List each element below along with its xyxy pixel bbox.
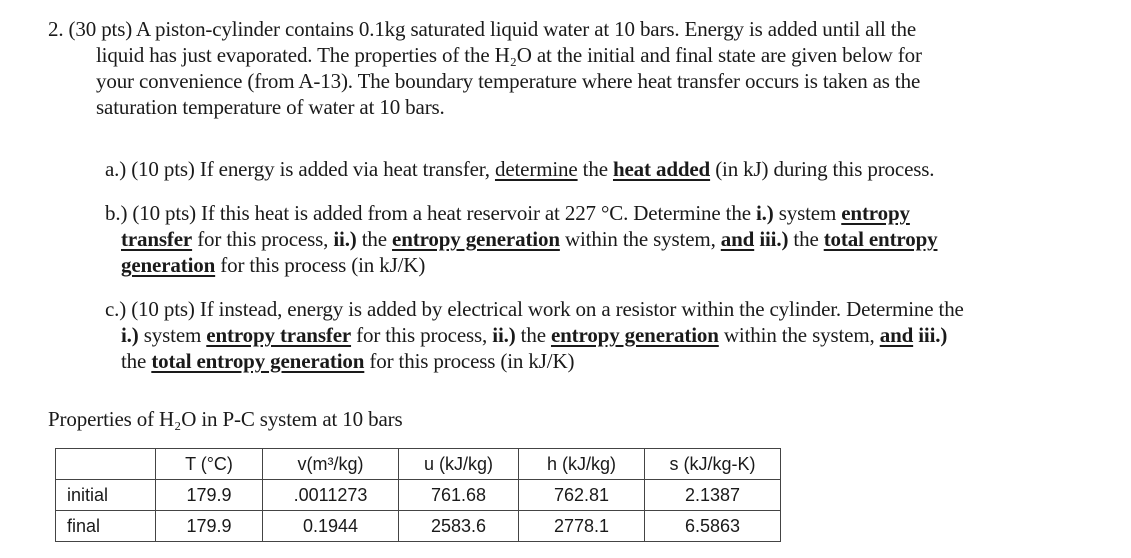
part-c-marker: iii.) (918, 323, 948, 347)
problem-line-1: 2. (30 pts) A piston-cylinder contains 0.1kg saturated liquid water at 10 bars. Energy is added until all the (48, 17, 916, 41)
table-row (56, 480, 781, 511)
part-c-marker: i.) (121, 323, 139, 347)
part-c-emphasis: entropy generation (550, 323, 719, 347)
part-c-text: within the system, (718, 323, 880, 347)
part-b-text: the (788, 227, 824, 251)
table-row-label: initial (56, 480, 156, 511)
part-a-text: a.) (10 pts) If energy is added via heat transfer, (105, 157, 495, 181)
table-cell: .0011273 (263, 480, 399, 511)
table-header-cell: v(m³/kg) (263, 449, 399, 480)
table-cell: 0.1944 (263, 511, 399, 542)
part-c-text: the (515, 323, 551, 347)
part-b-marker: i.) (755, 201, 774, 225)
part-b-emphasis: and (720, 227, 755, 251)
part-b-emphasis: total entropy (823, 227, 938, 251)
part-b-text: the (356, 227, 393, 251)
part-c-line-1: c.) (10 pts) If instead, energy is added by electrical work on a resistor within the cylinder. Determine the (105, 297, 964, 321)
table-cell: 179.9 (156, 511, 263, 542)
table-cell: 179.9 (156, 480, 263, 511)
part-b-text: within the system, (559, 227, 721, 251)
problem-line-4: saturation temperature of water at 10 bars. (96, 95, 445, 119)
part-b-marker: iii.) (759, 227, 789, 251)
part-b-line-2 (121, 226, 937, 252)
table-cell: 6.5863 (645, 511, 781, 542)
part-b-emphasis: generation (121, 253, 216, 277)
table-row-label: final (56, 511, 156, 542)
part-a-text: (in kJ) during this process. (710, 157, 935, 181)
part-c-emphasis: entropy transfer (206, 323, 352, 347)
part-c-text: for this process (in kJ/K) (364, 349, 575, 373)
part-c-marker: ii.) (492, 323, 516, 347)
table-cell: 2583.6 (399, 511, 519, 542)
part-c-text: for this process, (351, 323, 493, 347)
part-c-emphasis: total entropy generation (151, 349, 365, 373)
part-c-line-2 (121, 322, 947, 348)
table-cell: 2.1387 (645, 480, 781, 511)
part-b-line-3 (121, 252, 425, 278)
part-b-text: for this process, (192, 227, 334, 251)
part-c-text: the (121, 349, 152, 373)
problem-line-3: your convenience (from A-13). The boundary temperature where heat transfer occurs is taken as the (96, 69, 921, 93)
part-a-determine: determine (494, 157, 578, 181)
part-a-text: the (577, 157, 613, 181)
problem-line-2: liquid has just evaporated. The properties of the H₂O at the initial and final state are given below for (96, 43, 922, 67)
part-b-text: for this process (in kJ/K) (215, 253, 426, 277)
part-b-text: system (773, 201, 842, 225)
part-b-emphasis: transfer (121, 227, 193, 251)
part-b-emphasis: entropy (841, 201, 910, 225)
table-header-cell: s (kJ/kg-K) (645, 449, 781, 480)
properties-table (55, 448, 781, 542)
table-header-row (56, 449, 781, 480)
part-a-heat-added: heat added (612, 157, 711, 181)
table-header-cell (56, 449, 156, 480)
part-c-line-3 (121, 348, 574, 374)
part-b-emphasis: entropy generation (392, 227, 560, 251)
table-header-cell: h (kJ/kg) (519, 449, 645, 480)
part-b-line-1 (105, 200, 910, 226)
table-cell: 2778.1 (519, 511, 645, 542)
part-a (105, 156, 934, 182)
table-header-cell: u (kJ/kg) (399, 449, 519, 480)
part-b-text: b.) (10 pts) If this heat is added from a heat reservoir at 227 °C. Determine the (105, 201, 756, 225)
table-cell: 762.81 (519, 480, 645, 511)
table-header-cell: T (°C) (156, 449, 263, 480)
table-cell: 761.68 (399, 480, 519, 511)
table-caption: Properties of H₂O in P-C system at 10 bars (48, 407, 403, 431)
part-c-text: system (138, 323, 207, 347)
part-c-emphasis: and (879, 323, 914, 347)
part-b-marker: ii.) (333, 227, 357, 251)
table-row (56, 511, 781, 542)
